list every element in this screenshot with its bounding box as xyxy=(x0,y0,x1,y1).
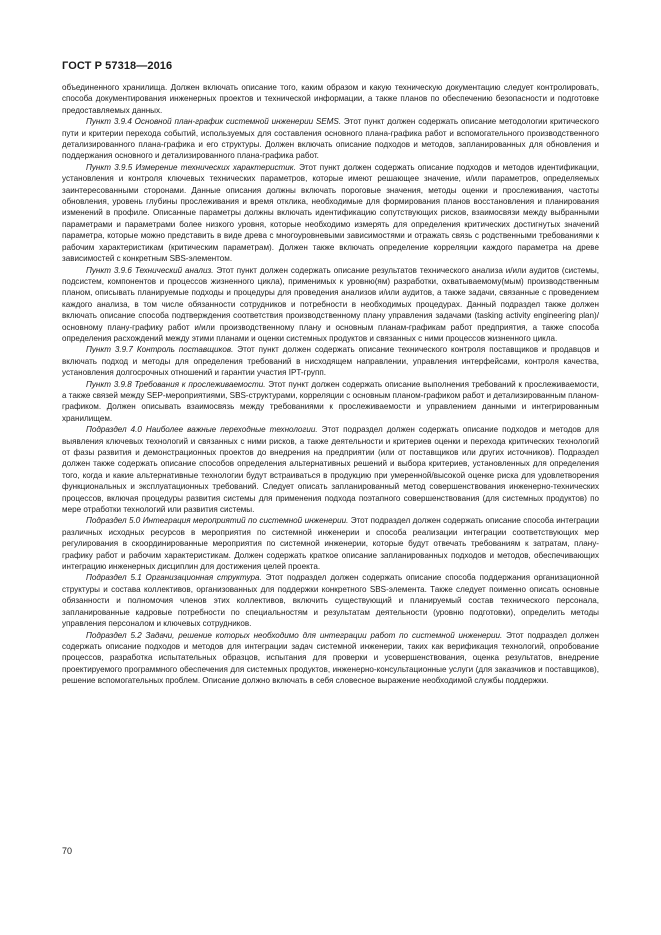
page-number: 70 xyxy=(62,846,73,856)
paragraph xyxy=(62,515,599,572)
paragraph-lead: Пункт 3.9.5 Измерение технических характеристик. xyxy=(86,162,296,172)
paragraph xyxy=(62,630,599,687)
paragraph xyxy=(62,162,599,265)
paragraph xyxy=(62,424,599,515)
paragraph xyxy=(62,572,599,629)
paragraph-lead: Подраздел 4.0 Наиболее важные переходные технологии. xyxy=(86,425,318,435)
document-body xyxy=(62,82,599,687)
paragraph-lead: Пункт 3.9.8 Требования к прослеживаемости. xyxy=(86,379,266,389)
paragraph-text: Этот пункт должен содержать описание методологии критического пути и критерии перехода событий, используемых для составления основного плана-графика работ и вспомогательного производственного детализированного плана-графика и его структуры. Должен включать описание подходов и методов, запланированных для обновления и поддержания основного и детализированного плана-графика работ. xyxy=(62,117,599,161)
paragraph-lead: Пункт 3.9.7 Контроль поставщиков. xyxy=(86,345,234,355)
paragraph-lead: Подраздел 5.0 Интеграция мероприятий по системной инженерии. xyxy=(86,516,349,526)
paragraph-lead: Пункт 3.9.6 Технический анализ. xyxy=(86,265,214,275)
paragraph-text: объединенного хранилища. Должен включать описание того, каким образом и какую техническую документацию следует контролировать, способа документирования инженерных проектов и технической информации, а также планов по обеспечению безопасности и подготовке предоставляемых данных. xyxy=(62,83,599,115)
paragraph xyxy=(62,265,599,345)
paragraph-text: Этот пункт должен содержать описание результатов технического анализа и/или аудитов (системы, подсистем, компонентов и процессов жизненного цикла), применимых к уровню(ям) разработки, охватываемому(мым) производственным планом, описывать планируемые подходы и процедуры для проведения анализов и/или аудитов, а также задачи, связанные с проведением каждого анализа, в том числе обязанности сотрудников и потребности в необходимых процедурах. Данный подраздел также должен включать описание способа подтверждения соответствия производственному плану управления задачами (tasking activity engineering plan)/основному плану-графику работ и/или производственному плану и основным планам-графикам работ предприятия, а также способа определения расхождений между этими планами и оценки системных продуктов и связанных с ними процессов жизненного цикла. xyxy=(62,265,599,343)
paragraph-lead: Пункт 3.9.4 Основной план-график системной инженерии SEMS. xyxy=(86,117,342,127)
paragraph-text: Этот подраздел должен содержать описание способа поддержания организационной структуры и состава коллективов, организованных для поддержки конкретного SBS-элемента. Также следует поименно описать основные обязанности и полномочия членов этих коллективов, включить существующий и планируемый состав технического персонала, запланированные кадровые потребности по специальностям и результатам деятельности (уровню подготовки), определить методы управления персоналом и ключевых сотрудников. xyxy=(62,573,600,629)
page-header: ГОСТ Р 57318—2016 xyxy=(62,60,173,72)
paragraph-text: Этот пункт должен содержать описание выполнения требований к прослеживаемости, а также связей между SEP-мероприятиями, SBS-структурами, корреляции с основным планом-графиком работ и детализированным планом-графиком. Должен описывать взаимосвязь между требованиями к прослеживаемости и управлением данными и интегрированным хранилищем. xyxy=(62,379,599,423)
paragraph xyxy=(62,379,599,425)
paragraph xyxy=(62,344,599,378)
paragraph-text: Этот подраздел должен содержать описание способа интеграции различных исходных ресурсов в мероприятия по системной инженерии и способа реализации интеграции соответствующих мер регулирования в скоординированные мероприятия по системной инженерии, которые будут отвечать требованиям к затратам, плану-графику работ и рабочим характеристикам. Должен содержать краткое описание запланированных подходов и методов, обеспечивающих интеграцию инженерных дисциплин для достижения целей проекта. xyxy=(62,516,599,572)
paragraph-lead: Подраздел 5.1 Организационная структура. xyxy=(86,573,262,583)
paragraph-text: Этот пункт должен содержать описание подходов и методов идентификации, установления и контроля ключевых технических параметров, которые имеют решающее значение, и/или параметров, определяемых заинтересованными сторонами. Данные описания должны включать пороговые значения, методы оценки и прослеживания, частоты обновления, уровень глубины прослеживания и время отклика, необходимые для формирования планов восстановления и планирования изменений в профиле. Описанные параметры должны включать идентификацию сопутствующих рисков, взаимосвязи между выбранными параметрами и параметрами более низкого уровня, которые необходимо измерять для определения критических достигнутых значений параметра, которые можно представить в виде древа с многоуровневыми зависимостями и отражать связь с родственными требованиями к рабочим характеристикам (критическим параметрам). Должен также включать определение корреляции каждого параметра на древе зависимостей с конкретным SBS-элементом. xyxy=(62,162,599,264)
paragraph xyxy=(62,116,599,162)
paragraph-lead: Подраздел 5.2 Задачи, решение которых необходимо для интеграции работ по системной инженерии. xyxy=(86,630,503,640)
paragraph-text: Этот подраздел должен содержать описание подходов и методов для интеграции задач системной инженерии, таких как верификация технологий, опробование процессов, разработка испытательных образцов, испытания для проверки и усовершенствования, оценка результатов, внедрение проектируемого программного обеспечения для системных продуктов, инженерно-консультационные услуги (для заказчиков и поставщиков), решение вспомогательных проблем. Описание должно включать в себя словесное выражение необходимой службы поддержки. xyxy=(62,630,599,686)
paragraph-text: Этот подраздел должен содержать описание подходов и методов для выявления ключевых технологий и связанных с ними рисков, а также деятельности и критериев оценки и перехода критических технологий от фазы развития и демонстрационных проектов до внедрения на предприятии (или от поставщиков или других источников). Подраздел должен также содержать описание способов определения альтернативных решений и выбора критериев, установленных для определения того, когда и какие альтернативные технологии будут встраиваться в продукцию при умеренной/высокой оценке риска для удовлетворения функциональных и эксплуатационных требований. Следует описать запланированный метод совершенствования инженерно-технических процессов, включая процедуры развития системы для применения подхода поэтапного совершенствования (для системных продуктов) по мере отработки технологий или развития системы. xyxy=(62,425,600,515)
paragraph xyxy=(62,82,599,116)
paragraph-text: Этот пункт должен содержать описание технического контроля поставщиков и продавцов и включать подход и методы для определения требований в нисходящем направлении, управления интерфейсами, контроля качества, установления долгосрочных отношений и гарантии участия IPT-групп. xyxy=(62,345,600,378)
